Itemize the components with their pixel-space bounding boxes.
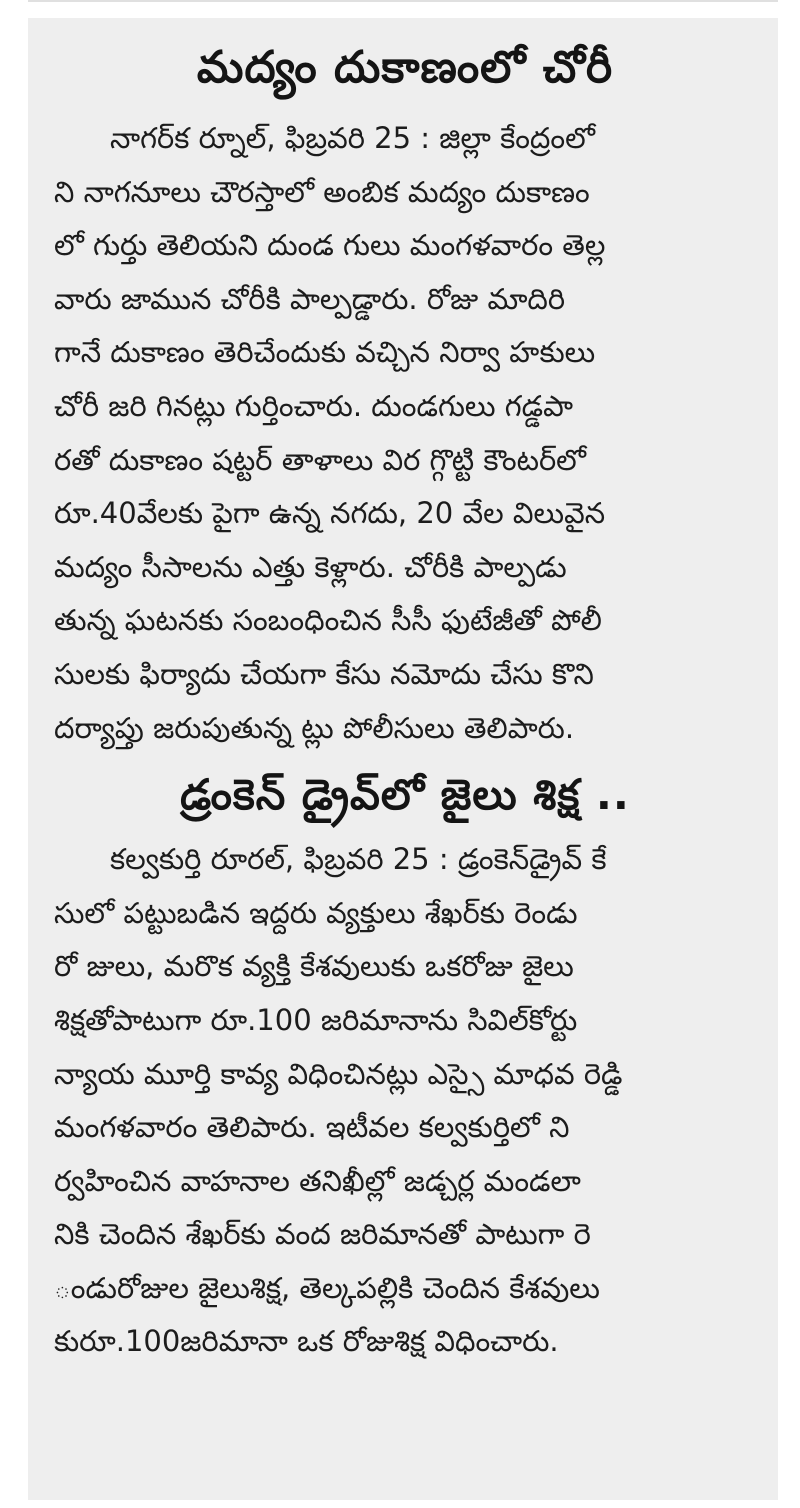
article-2-line: సులో పట్టుబడిన ఇద్దరు వ్యక్తులు శేఖర్‌కు రెండు xyxy=(54,895,578,930)
article-1-line: వారు జామున చోరీకి పాల్పడ్డారు. రోజు మాదిరి xyxy=(54,281,566,316)
article-2-line: కల్వకుర్తి రూరల్, ఫిబ్రవరి 25 : డ్రంకెన్‌డ్రైవ్ కే xyxy=(110,842,607,877)
article-1-line: గానే దుకాణం తెరిచేందుకు వచ్చిన నిర్వా హకులు xyxy=(54,335,596,370)
article-2-line: కురూ.100జరిమానా ఒక రోజుశిక్ష విధించారు. xyxy=(54,1324,559,1359)
newspaper-clipping xyxy=(28,18,778,1500)
article-2-line: ర్వహించిన వాహనాల తనిఖీల్లో జడ్చర్ల మండలా xyxy=(54,1163,581,1198)
article-2-line: మంగళవారం తెలిపారు. ఇటీవల కల్వకుర్తిలో ని xyxy=(54,1110,570,1145)
article-2-line: రో జులు, మరొక వ్యక్తి కేశవులుకు ఒకరోజు జైలు xyxy=(54,949,574,984)
article-1-line: రూ.40వేలకు పైగా ఉన్న నగదు, 20 వేల విలువైన xyxy=(54,496,606,531)
article-1-line: రతో దుకాణం షట్టర్ తాళాలు విర గ్గొట్టి కౌంటర్‌లో xyxy=(54,442,587,477)
article-1-line: తున్న ఘటనకు సంబంధించిన సీసీ ఫుటేజీతో పోలీ xyxy=(54,603,602,638)
article-1-body xyxy=(54,112,756,755)
article-1-line: సులకు ఫిర్యాదు చేయగా కేసు నమోదు చేసు కొని xyxy=(54,656,594,691)
article-1-line: మద్యం సీసాలను ఎత్తు కెళ్లారు. చోరీకి పాల్పడు xyxy=(54,549,567,584)
article-1-headline: మద్యం దుకాణంలో చోరీ xyxy=(196,42,614,93)
article-1-line: లో గుర్తు తెలియని దుండ గులు మంగళవారం తెల్ల xyxy=(54,228,606,263)
article-1-line: దర్యాప్తు జరుపుతున్న ట్లు పోలీసులు తెలిపారు. xyxy=(54,710,575,745)
article-2-body xyxy=(54,833,756,1369)
article-1-line: ని నాగనూలు చౌరస్తాలో అంబిక మద్యం దుకాణం xyxy=(54,174,590,209)
article-2-line: న్యాయ మూర్తి కావ్య విధించినట్లు ఎస్సై మాధవ రెడ్డి xyxy=(54,1056,623,1091)
article-2-line: నికి చెందిన శేఖర్‌కు వంద జరిమానతో పాటుగా రె xyxy=(54,1217,591,1252)
article-1-line: నాగర్‌క ర్నూల్, ఫిబ్రవరి 25 : జిల్లా కేంద్రంలో xyxy=(110,121,595,155)
top-rule xyxy=(28,0,778,2)
article-2-line: శిక్షతోపాటుగా రూ.100 జరిమానాను సివిల్‌కోర్టు xyxy=(54,1002,578,1037)
article-2-headline: డ్రంకెన్ డ్రైవ్‌లో జైలు శిక్ష .. xyxy=(180,770,630,820)
article-2-line: ండురోజుల జైలుశిక్ష, తెల్కపల్లికి చెందిన కేశవులు xyxy=(54,1270,600,1305)
article-1-line: చోరీ జరి గినట్లు గుర్తించారు. దుండగులు గడ్డపా xyxy=(54,388,573,423)
